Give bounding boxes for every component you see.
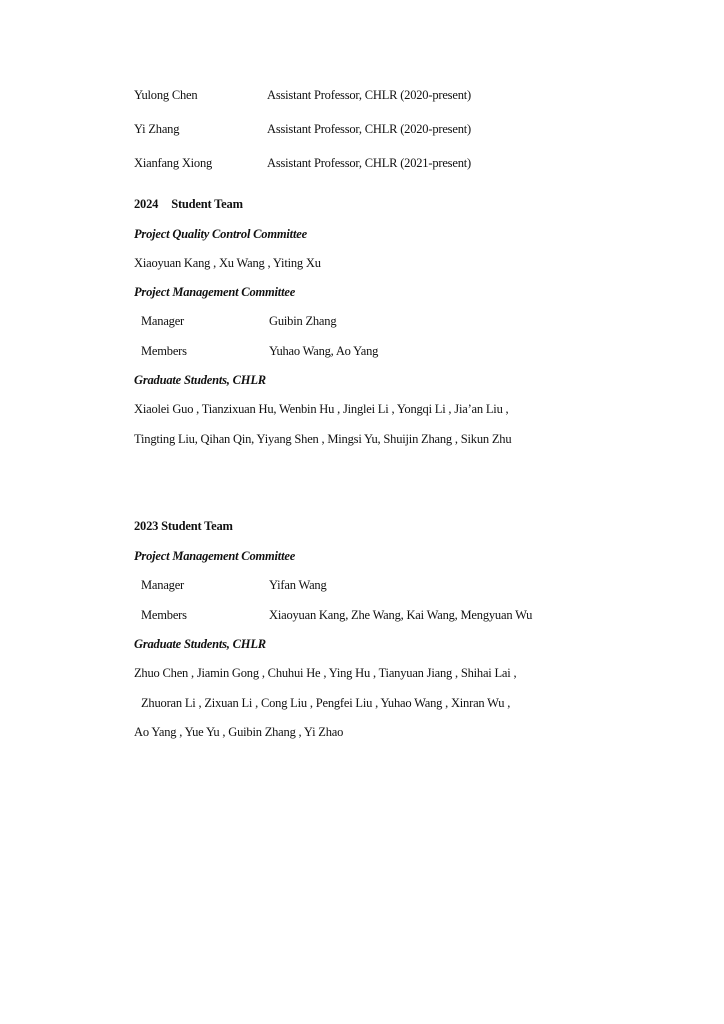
faculty-name: Yulong Chen xyxy=(134,88,198,102)
quality-committee-title: Project Quality Control Committee xyxy=(134,227,307,241)
faculty-name: Yi Zhang xyxy=(134,122,180,136)
faculty-role: Assistant Professor, CHLR (2020-present) xyxy=(267,122,471,136)
grad-students-line: Zhuo Chen , Jiamin Gong , Chuhui He , Ying Hu , Tianyuan Jiang , Shihai Lai , xyxy=(134,666,517,680)
grad-students-line: Tingting Liu, Qihan Qin, Yiyang Shen , Mingsi Yu, Shuijin Zhang , Sikun Zhu xyxy=(134,432,512,446)
manager-value-2024: Guibin Zhang xyxy=(269,314,337,328)
members-value-2024: Yuhao Wang, Ao Yang xyxy=(269,344,379,358)
faculty-name: Xianfang Xiong xyxy=(134,156,213,170)
manager-label-2024: Manager xyxy=(141,314,185,328)
members-label-2024: Members xyxy=(141,344,187,358)
faculty-role: Assistant Professor, CHLR (2021-present) xyxy=(267,156,471,170)
grad-students-line: Ao Yang , Yue Yu , Guibin Zhang , Yi Zhao xyxy=(134,725,344,739)
team-2024-label: Student Team xyxy=(171,197,243,211)
quality-committee-members: Xiaoyuan Kang , Xu Wang , Yiting Xu xyxy=(134,256,321,270)
grad-students-title-2023: Graduate Students, CHLR xyxy=(134,637,266,651)
members-value-2023: Xiaoyuan Kang, Zhe Wang, Kai Wang, Mengyuan Wu xyxy=(269,608,533,622)
grad-students-line: Zhuoran Li , Zixuan Li , Cong Liu , Pengfei Liu , Yuhao Wang , Xinran Wu , xyxy=(141,696,511,710)
grad-students-title-2024: Graduate Students, CHLR xyxy=(134,373,266,387)
manager-label-2023: Manager xyxy=(141,578,185,592)
management-committee-title-2024: Project Management Committee xyxy=(134,285,296,299)
faculty-role: Assistant Professor, CHLR (2020-present) xyxy=(267,88,471,102)
grad-students-line: Xiaolei Guo , Tianzixuan Hu, Wenbin Hu , Jinglei Li , Yongqi Li , Jia’an Liu , xyxy=(134,402,509,416)
team-2024-heading xyxy=(134,196,243,212)
manager-value-2023: Yifan Wang xyxy=(269,578,327,592)
team-2024-year: 2024 xyxy=(134,197,159,211)
team-2023-heading: 2023 Student Team xyxy=(134,519,233,533)
management-committee-title-2023: Project Management Committee xyxy=(134,549,296,563)
members-label-2023: Members xyxy=(141,608,187,622)
